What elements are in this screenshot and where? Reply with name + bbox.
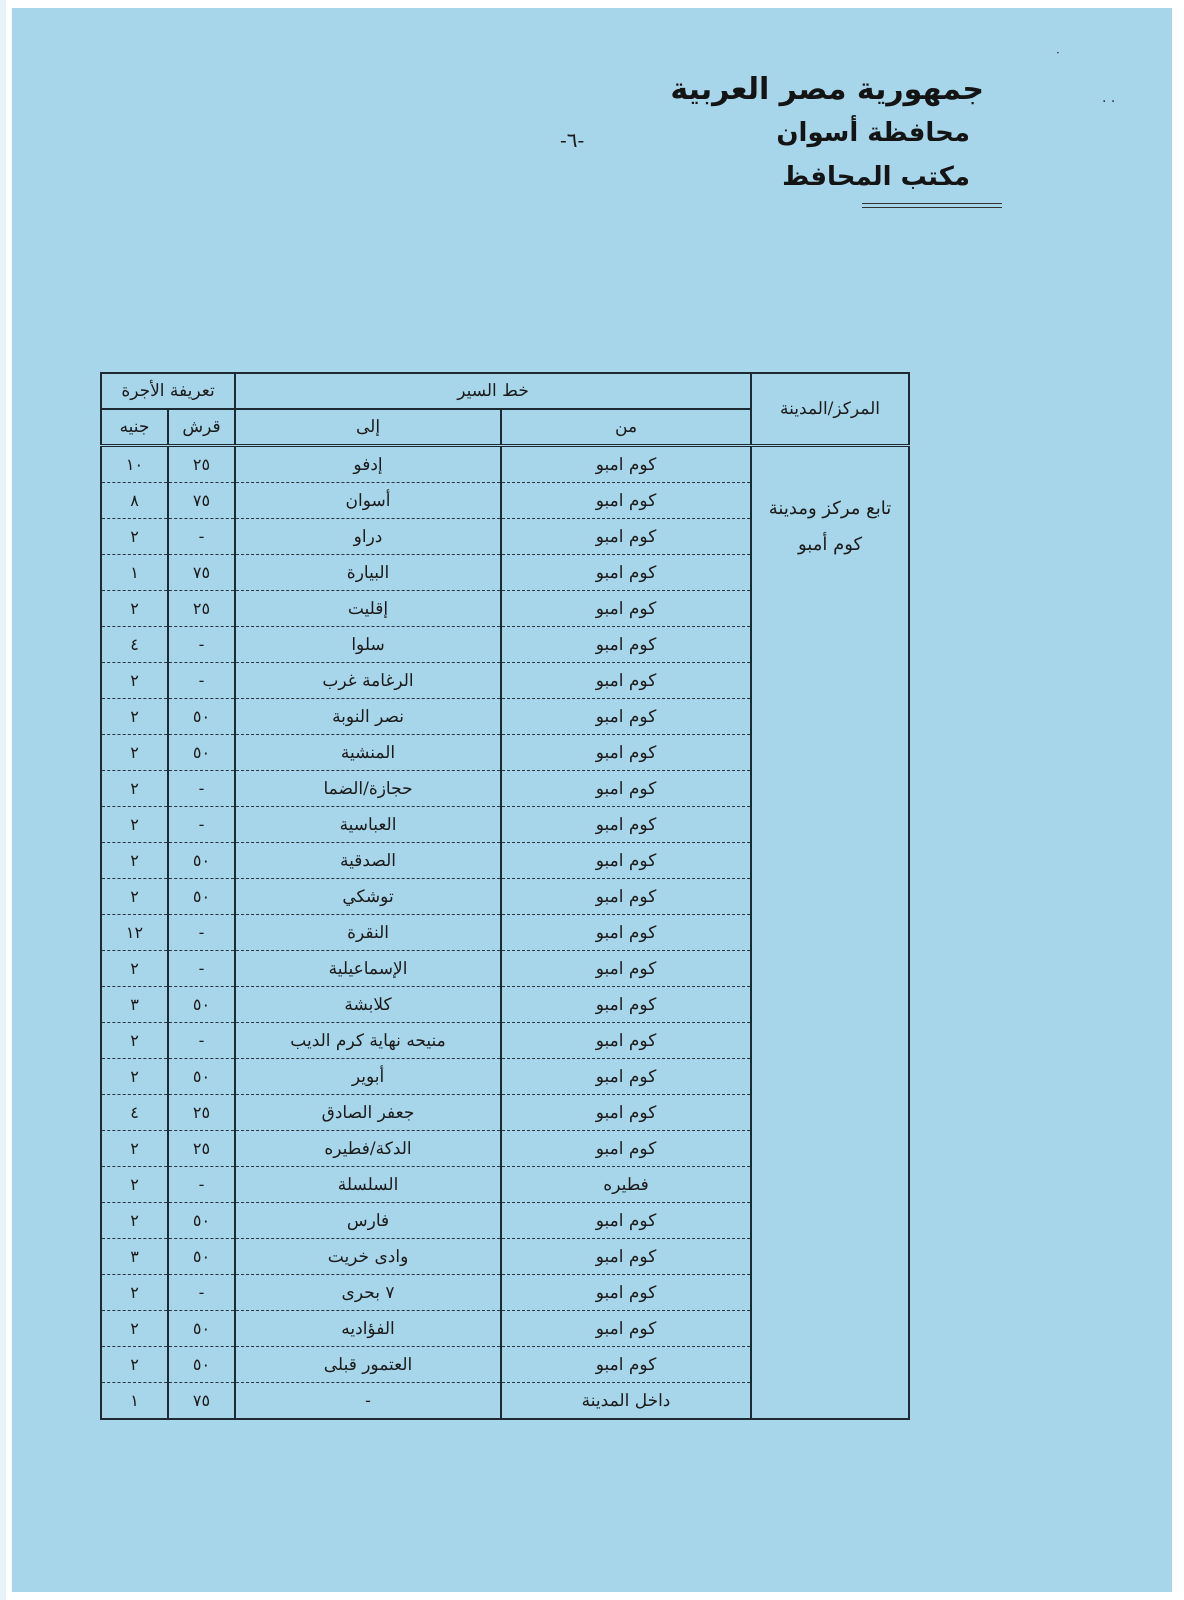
cell-from: كوم امبو — [501, 591, 751, 627]
cell-to: دراو — [235, 519, 501, 555]
table-row — [101, 446, 909, 483]
cell-to: الإسماعيلية — [235, 951, 501, 987]
cell-from: كوم امبو — [501, 1023, 751, 1059]
cell-from: كوم امبو — [501, 987, 751, 1023]
cell-pounds: ٢ — [101, 879, 168, 915]
cell-piasters: ٥٠ — [168, 735, 235, 771]
cell-to: إقليت — [235, 591, 501, 627]
cell-from: كوم امبو — [501, 1131, 751, 1167]
cell-to: منيحه نهاية كرم الديب — [235, 1023, 501, 1059]
cell-piasters: - — [168, 663, 235, 699]
cell-piasters: ٧٥ — [168, 1383, 235, 1420]
cell-to: إدفو — [235, 446, 501, 483]
cell-to: أبوير — [235, 1059, 501, 1095]
cell-from: كوم امبو — [501, 627, 751, 663]
cell-to: وادى خريت — [235, 1239, 501, 1275]
cell-to: نصر النوبة — [235, 699, 501, 735]
cell-from: كوم امبو — [501, 1095, 751, 1131]
cell-from: كوم امبو — [501, 879, 751, 915]
header-from: من — [501, 409, 751, 446]
cell-piasters: ٥٠ — [168, 1347, 235, 1383]
header-country: جمهورية مصر العربية — [670, 72, 984, 107]
cell-from: كوم امبو — [501, 771, 751, 807]
cell-piasters: ٥٠ — [168, 1311, 235, 1347]
cell-pounds: ١٠ — [101, 446, 168, 483]
cell-to: النقرة — [235, 915, 501, 951]
cell-from: كوم امبو — [501, 446, 751, 483]
cell-pounds: ٨ — [101, 483, 168, 519]
cell-pounds: ٢ — [101, 951, 168, 987]
cell-pounds: ٢ — [101, 807, 168, 843]
cell-from: كوم امبو — [501, 1239, 751, 1275]
cell-pounds: ٢ — [101, 1347, 168, 1383]
cell-pounds: ٢ — [101, 1023, 168, 1059]
cell-to: العباسية — [235, 807, 501, 843]
cell-piasters: - — [168, 771, 235, 807]
cell-pounds: ١ — [101, 555, 168, 591]
header-underline — [862, 203, 1002, 204]
cell-piasters: ٥٠ — [168, 879, 235, 915]
cell-pounds: ٣ — [101, 1239, 168, 1275]
header-pounds: جنيه — [101, 409, 168, 446]
header-office: مكتب المحافظ — [782, 162, 970, 192]
cell-from: كوم امبو — [501, 699, 751, 735]
cell-piasters: - — [168, 1275, 235, 1311]
cell-pounds: ٢ — [101, 591, 168, 627]
cell-from: كوم امبو — [501, 519, 751, 555]
fare-table — [100, 372, 910, 1420]
cell-to: فارس — [235, 1203, 501, 1239]
cell-pounds: ٢ — [101, 1059, 168, 1095]
cell-piasters: ٥٠ — [168, 699, 235, 735]
cell-from: كوم امبو — [501, 663, 751, 699]
district-line1: تابع مركز ومدينة — [768, 498, 892, 519]
cell-from: كوم امبو — [501, 555, 751, 591]
scan-edge — [0, 0, 6, 1600]
cell-to: الدكة/فطيره — [235, 1131, 501, 1167]
cell-pounds: ٢ — [101, 663, 168, 699]
cell-to: كلابشة — [235, 987, 501, 1023]
header-fare: تعريفة الأجرة — [101, 373, 235, 409]
cell-to: حجازة/الضما — [235, 771, 501, 807]
cell-piasters: ٢٥ — [168, 591, 235, 627]
cell-piasters: ٧٥ — [168, 483, 235, 519]
cell-to: توشكي — [235, 879, 501, 915]
cell-from: كوم امبو — [501, 1059, 751, 1095]
cell-to: العتمور قبلى — [235, 1347, 501, 1383]
cell-piasters: - — [168, 807, 235, 843]
cell-pounds: ٤ — [101, 627, 168, 663]
cell-piasters: ٥٠ — [168, 1059, 235, 1095]
cell-piasters: - — [168, 951, 235, 987]
cell-pounds: ٢ — [101, 519, 168, 555]
header-route: خط السير — [235, 373, 751, 409]
cell-to: الصدقية — [235, 843, 501, 879]
cell-pounds: ١ — [101, 1383, 168, 1420]
cell-from: كوم امبو — [501, 915, 751, 951]
header-piasters: قرش — [168, 409, 235, 446]
cell-piasters: - — [168, 915, 235, 951]
cell-pounds: ١٢ — [101, 915, 168, 951]
cell-from: كوم امبو — [501, 1203, 751, 1239]
cell-to: البيارة — [235, 555, 501, 591]
cell-from: كوم امبو — [501, 843, 751, 879]
cell-piasters: ٧٥ — [168, 555, 235, 591]
cell-pounds: ٢ — [101, 1167, 168, 1203]
cell-pounds: ٢ — [101, 771, 168, 807]
cell-from: كوم امبو — [501, 1275, 751, 1311]
district-line2: كوم أمبو — [797, 534, 863, 555]
cell-to: أسوان — [235, 483, 501, 519]
header-underline-2 — [862, 207, 1002, 208]
header-to: إلى — [235, 409, 501, 446]
cell-piasters: ٥٠ — [168, 987, 235, 1023]
cell-piasters: - — [168, 1023, 235, 1059]
cell-from: كوم امبو — [501, 1347, 751, 1383]
cell-pounds: ٢ — [101, 699, 168, 735]
cell-pounds: ٢ — [101, 1203, 168, 1239]
scan-dots: · · — [1102, 94, 1116, 110]
cell-pounds: ٣ — [101, 987, 168, 1023]
cell-piasters: ٥٠ — [168, 1239, 235, 1275]
cell-to: سلوا — [235, 627, 501, 663]
cell-pounds: ٢ — [101, 735, 168, 771]
cell-from: كوم امبو — [501, 735, 751, 771]
cell-to: جعفر الصادق — [235, 1095, 501, 1131]
cell-pounds: ٢ — [101, 843, 168, 879]
cell-piasters: ٢٥ — [168, 1131, 235, 1167]
cell-piasters: ٢٥ — [168, 446, 235, 483]
cell-pounds: ٢ — [101, 1131, 168, 1167]
cell-to: - — [235, 1383, 501, 1420]
cell-from: كوم امبو — [501, 483, 751, 519]
scan-speck: · — [1056, 46, 1060, 60]
cell-piasters: - — [168, 519, 235, 555]
cell-to: ٧ بحرى — [235, 1275, 501, 1311]
cell-pounds: ٤ — [101, 1095, 168, 1131]
header-governorate: محافظة أسوان — [776, 118, 970, 148]
cell-from: كوم امبو — [501, 951, 751, 987]
cell-from: كوم امبو — [501, 807, 751, 843]
cell-to: الرغامة غرب — [235, 663, 501, 699]
cell-piasters: ٥٠ — [168, 1203, 235, 1239]
cell-pounds: ٢ — [101, 1275, 168, 1311]
cell-to: الفؤاديه — [235, 1311, 501, 1347]
header-district: المركز/المدينة — [751, 373, 909, 446]
cell-pounds: ٢ — [101, 1311, 168, 1347]
cell-piasters: - — [168, 1167, 235, 1203]
district-cell — [751, 446, 909, 1420]
cell-from: داخل المدينة — [501, 1383, 751, 1420]
cell-from: فطيره — [501, 1167, 751, 1203]
page-number: -٦- — [560, 128, 585, 152]
cell-piasters: ٥٠ — [168, 843, 235, 879]
cell-piasters: - — [168, 627, 235, 663]
cell-to: السلسلة — [235, 1167, 501, 1203]
cell-to: المنشية — [235, 735, 501, 771]
cell-from: كوم امبو — [501, 1311, 751, 1347]
cell-piasters: ٢٥ — [168, 1095, 235, 1131]
